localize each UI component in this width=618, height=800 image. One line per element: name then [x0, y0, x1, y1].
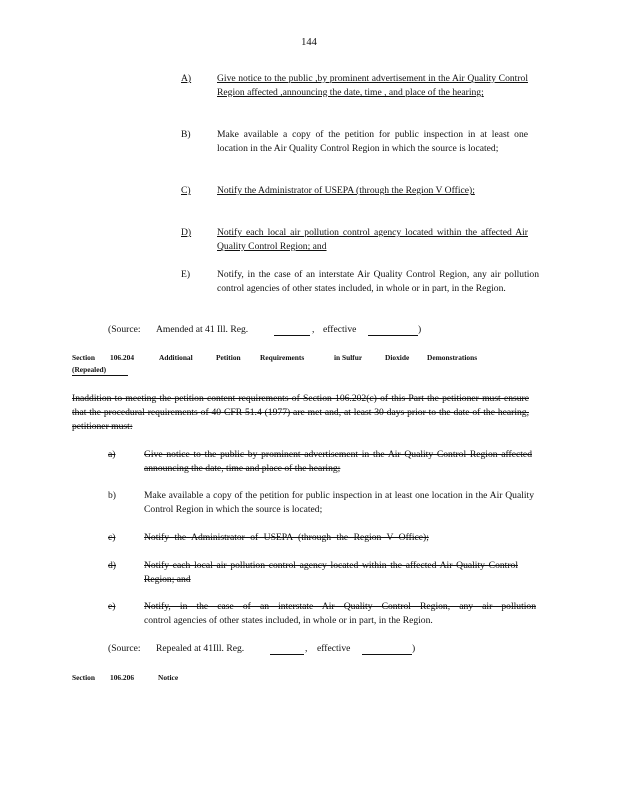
- source-comma: ,: [312, 324, 315, 335]
- source-note: [108, 323, 438, 337]
- section-word: Petition: [216, 353, 241, 362]
- source-open: (Source:: [108, 324, 141, 335]
- repealed-label: (Repealed): [72, 364, 128, 376]
- list-label: A): [181, 73, 192, 84]
- blank-reg-line: [270, 654, 304, 655]
- list-text-plain: control agencies of other states included, in whole or in part, in the Region.: [144, 615, 433, 626]
- list-label: a): [108, 449, 116, 460]
- source-comma: ,: [305, 643, 308, 654]
- section-word: Requirements: [260, 353, 305, 362]
- source-note-repealed: [108, 642, 438, 656]
- list-label: E): [181, 269, 191, 280]
- list-text: Notify each local air pollution control agency located within the affected Air Quality Control Region; and: [217, 227, 528, 252]
- intro-paragraph-struck: Inaddition to meeting the petition content requirements of Section 106.202(c) of this Part the petitioner must ensure that the procedural requirements of 40 CFR 51.4 (1977) are met and, at least 30 days prior to the date of the hearing, petitioner must:: [72, 393, 529, 432]
- page-number: 144: [301, 37, 317, 48]
- source-open: (Source:: [108, 643, 141, 654]
- section-title: Notice: [158, 673, 179, 682]
- list-label: b): [108, 490, 116, 501]
- source-text: Repealed at 41Ill. Reg.: [156, 643, 245, 654]
- list-label: d): [108, 560, 116, 571]
- list-text: Make available a copy of the petition for public inspection in at least one location in the Air Quality Control Region in which the source is located;: [217, 129, 528, 154]
- list-label: e): [108, 601, 116, 612]
- section-word: Demonstrations: [427, 353, 478, 362]
- list-text: Give notice to the public ,by prominent advertisement in the Air Quality Control Region affected ,announcing the date, time , and place of the hearing;: [217, 73, 528, 98]
- list-text: Make available a copy of the petition for public inspection in at least one location in the Air Quality Control Region in which the source is located;: [144, 490, 534, 515]
- list-text: Give notice to the public by prominent advertisement in the Air Quality Control Region affected announcing the date, time and place of the hearing;: [144, 449, 532, 474]
- source-close: ): [412, 643, 416, 654]
- list-label: D): [181, 227, 192, 238]
- section-word: Additional: [159, 353, 193, 362]
- blank-reg-line: [274, 335, 310, 336]
- list-text: Notify the Administrator of USEPA (through the Region V Office);: [144, 532, 429, 543]
- section-label: Section: [72, 353, 95, 362]
- source-text: Amended at 41 Ill. Reg.: [156, 324, 249, 335]
- section-106-206-heading: [72, 672, 272, 684]
- list-text: Notify the Administrator of USEPA (through the Region V Office);: [217, 185, 475, 196]
- source-effective: effective: [323, 324, 357, 335]
- list-text: Notify, in the case of an interstate Air Quality Control Region, any air pollution control agencies of other states included, in whole or in part, in the Region.: [217, 269, 539, 294]
- list-text-struck: Notify, in the case of an interstate Air Quality Control Region, any air pollution: [144, 601, 536, 612]
- source-close: ): [418, 324, 422, 335]
- list-label: C): [181, 185, 191, 196]
- section-word: Dioxide: [385, 353, 410, 362]
- blank-date-line: [368, 335, 418, 336]
- blank-date-line: [362, 654, 412, 655]
- section-word: in Sulfur: [334, 353, 363, 362]
- list-label: c): [108, 532, 116, 543]
- section-number: 106.206: [110, 673, 135, 682]
- list-text: Notify each local air pollution control agency located within the affected Air Quality Control Region; and: [144, 560, 518, 585]
- section-label: Section: [72, 673, 95, 682]
- source-effective: effective: [317, 643, 351, 654]
- section-number: 106.204: [110, 353, 135, 362]
- list-label: B): [181, 129, 191, 140]
- section-106-204-heading: [72, 352, 482, 378]
